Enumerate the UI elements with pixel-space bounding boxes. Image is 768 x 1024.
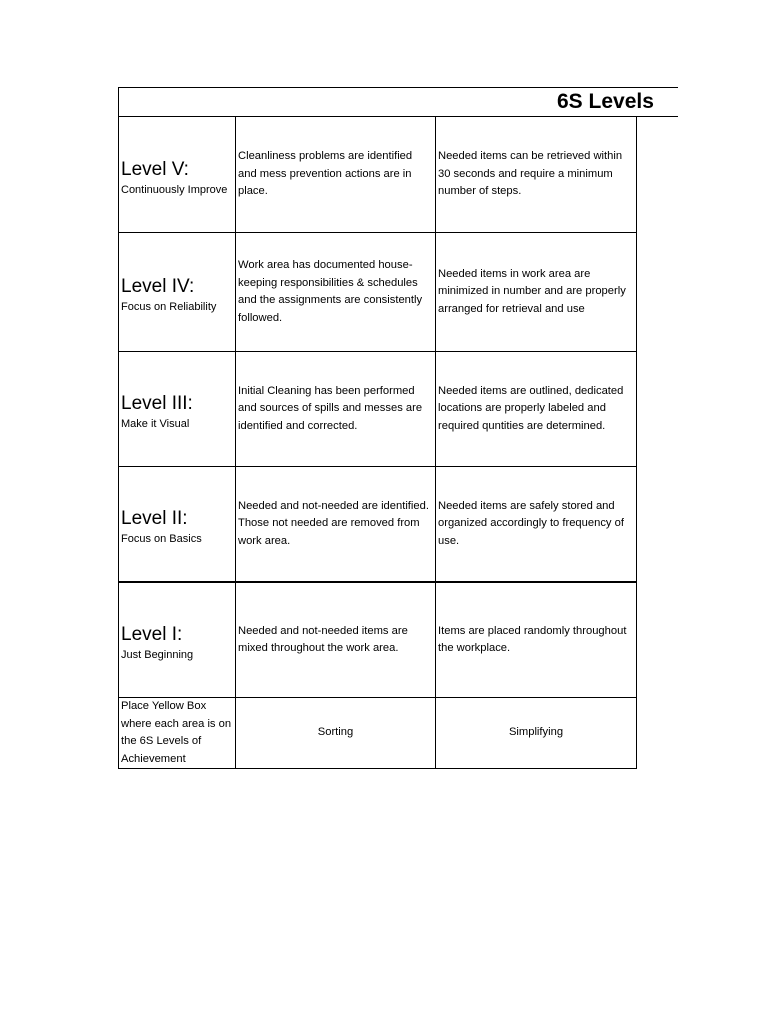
level-1-name: Level I:: [121, 624, 183, 645]
level-5-row: [119, 117, 637, 233]
level-4-sorting-cell: Work area has documented house-keeping responsibilities & schedules and the assignments are consistently followed.: [236, 233, 436, 352]
levels-table: [118, 116, 637, 769]
level-5-name: Level V:: [121, 158, 189, 180]
level-1-label-cell: [119, 582, 236, 698]
level-4-label-cell: [119, 233, 236, 352]
footer-instruction: Place Yellow Box where each area is on the 6S Levels of Achievement: [119, 698, 236, 769]
level-1-sorting-cell: Needed and not-needed items are mixed throughout the work area.: [236, 582, 436, 698]
column-simplifying-label: Simplifying: [436, 698, 637, 769]
level-2-label-cell: [119, 467, 236, 583]
level-4-name: Level IV:: [121, 276, 195, 297]
level-3-name: Level III:: [121, 393, 193, 414]
level-4-subtitle: Focus on Reliability: [121, 301, 217, 313]
level-3-label-cell: [119, 352, 236, 467]
level-2-row: [119, 467, 637, 583]
level-2-subtitle: Focus on Basics: [121, 533, 202, 545]
levels-sheet: [118, 87, 654, 768]
level-3-simplifying-cell: Needed items are outlined, dedicated locations are properly labeled and required quntities are determined.: [436, 352, 637, 467]
level-4-row: [119, 233, 637, 352]
level-5-label-cell: [119, 117, 236, 233]
level-3-row: [119, 352, 637, 467]
level-5-subtitle: Continuously Improve: [121, 183, 228, 196]
sheet-title: 6S Levels: [557, 90, 654, 113]
level-3-sorting-cell: Initial Cleaning has been performed and sources of spills and messes are identified and corrected.: [236, 352, 436, 467]
column-sorting-label: Sorting: [236, 698, 436, 769]
level-1-simplifying-cell: Items are placed randomly throughout the workplace.: [436, 582, 637, 698]
level-5-simplifying-cell: Needed items can be retrieved within 30 seconds and require a minimum number of steps.: [436, 117, 637, 233]
level-3-subtitle: Make it Visual: [121, 418, 190, 430]
footer-row: [119, 698, 637, 769]
level-1-subtitle: Just Beginning: [121, 649, 194, 661]
level-5-sorting-cell: Cleanliness problems are identified and mess prevention actions are in place.: [236, 117, 436, 233]
level-4-simplifying-cell: Needed items in work area are minimized in number and are properly arranged for retrieval and use: [436, 233, 637, 352]
level-2-name: Level II:: [121, 508, 188, 529]
title-row: [118, 87, 678, 117]
level-1-row: [119, 582, 637, 698]
level-2-sorting-cell: Needed and not-needed are identified. Those not needed are removed from work area.: [236, 467, 436, 583]
level-2-simplifying-cell: Needed items are safely stored and organized accordingly to frequency of use.: [436, 467, 637, 583]
